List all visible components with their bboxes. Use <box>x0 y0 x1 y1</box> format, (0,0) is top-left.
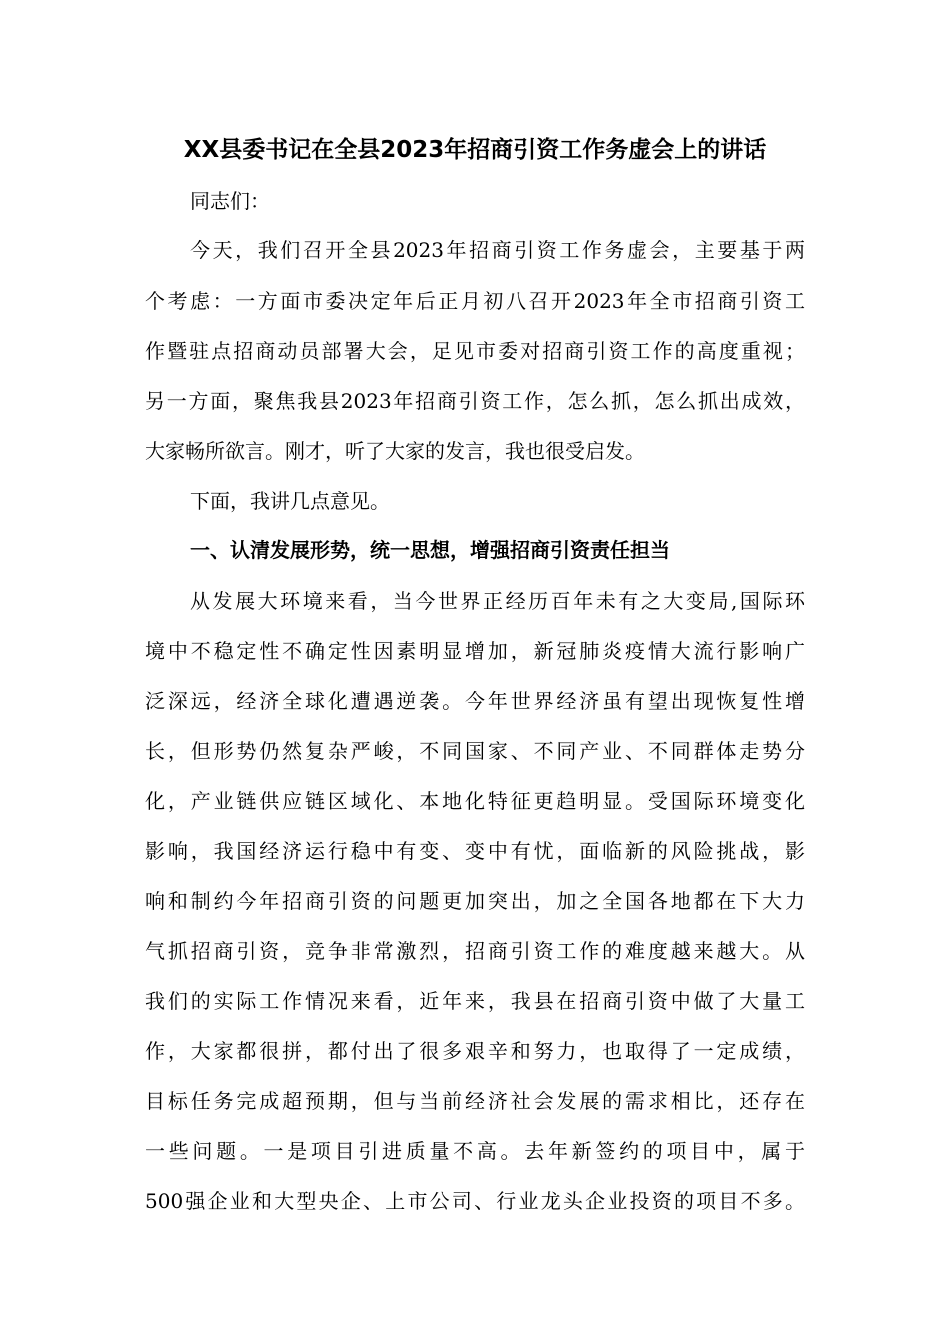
paragraph-line: 境中不稳定性不确定性因素明显增加，新冠肺炎疫情大流行影响广 <box>145 639 805 663</box>
paragraph-line: 今天，我们召开全县2023年招商引资工作务虚会，主要基于两 <box>190 238 805 262</box>
paragraph-line: 作暨驻点招商动员部署大会，足见市委对招商引资工作的高度重视； <box>145 339 805 363</box>
paragraph-line: 泛深远，经济全球化遭遇逆袭。今年世界经济虽有望出现恢复性增 <box>145 689 805 713</box>
paragraph-line: 气抓招商引资，竞争非常激烈，招商引资工作的难度越来越大。从 <box>145 939 805 963</box>
paragraph-line: 目标任务完成超预期，但与当前经济社会发展的需求相比，还存在 <box>145 1089 805 1113</box>
paragraph-line: 响和制约今年招商引资的问题更加突出，加之全国各地都在下大力 <box>145 889 805 913</box>
paragraph-line: 从发展大环境来看，当今世界正经历百年未有之大变局,国际环 <box>190 589 805 613</box>
paragraph-line: 500强企业和大型央企、上市公司、行业龙头企业投资的项目不多。 <box>145 1189 805 1213</box>
section-heading: 一、认清发展形势，统一思想，增强招商引资责任担当 <box>190 538 670 562</box>
paragraph-line: 另一方面，聚焦我县2023年招商引资工作，怎么抓，怎么抓出成效， <box>145 389 805 413</box>
paragraph-line: 影响，我国经济运行稳中有变、变中有忧，面临新的风险挑战，影 <box>145 839 805 863</box>
paragraph-line: 化，产业链供应链区域化、本地化特征更趋明显。受国际环境变化 <box>145 789 805 813</box>
paragraph-line: 长，但形势仍然复杂严峻，不同国家、不同产业、不同群体走势分 <box>145 739 805 763</box>
paragraph-line: 个考虑：一方面市委决定年后正月初八召开2023年全市招商引资工 <box>145 289 805 313</box>
paragraph-line: 一些问题。一是项目引进质量不高。去年新签约的项目中，属于 <box>145 1139 805 1163</box>
paragraph-line: 我们的实际工作情况来看，近年来，我县在招商引资中做了大量工 <box>145 989 805 1013</box>
paragraph-line: 下面，我讲几点意见。 <box>190 489 390 513</box>
paragraph-line: 作，大家都很拼，都付出了很多艰辛和努力，也取得了一定成绩， <box>145 1039 805 1063</box>
salutation: 同志们： <box>190 189 270 213</box>
paragraph-line: 大家畅所欲言。刚才，听了大家的发言，我也很受启发。 <box>145 439 645 463</box>
document-title: XX县委书记在全县2023年招商引资工作务虚会上的讲话 <box>183 137 767 163</box>
